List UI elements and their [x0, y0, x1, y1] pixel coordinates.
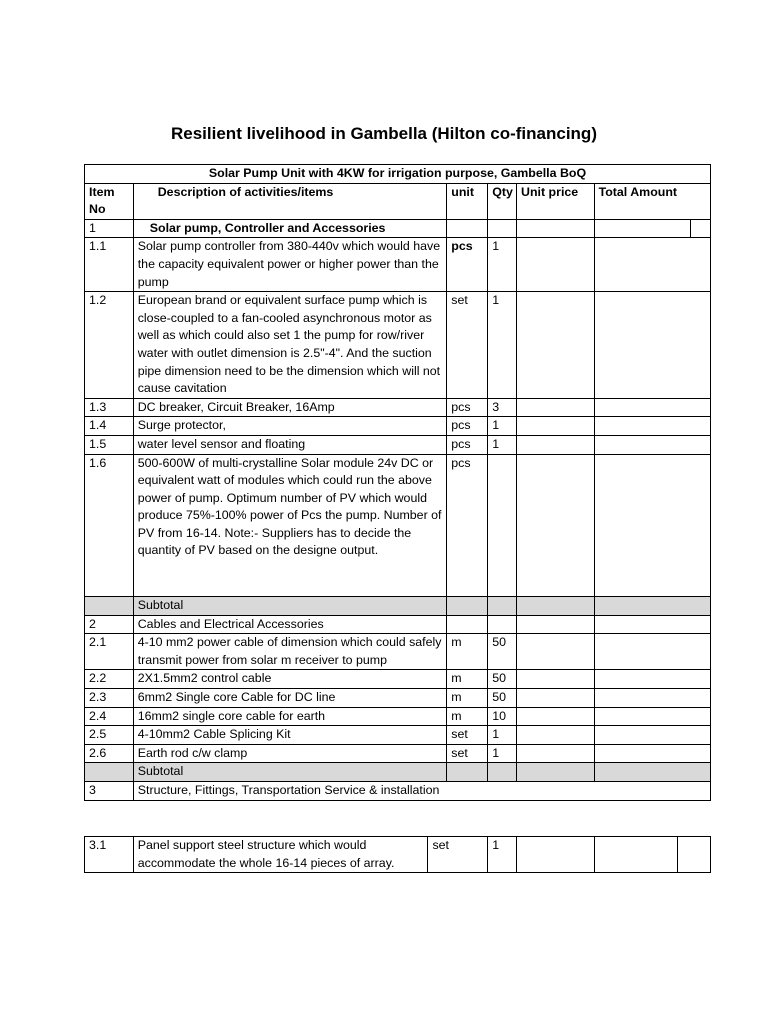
cell-description: 16mm2 single core cable for earth [133, 707, 447, 726]
cell-unit [447, 597, 488, 616]
cell-description: water level sensor and floating [133, 435, 447, 454]
cell-qty: 50 [488, 670, 517, 689]
cell-item: 2.6 [85, 744, 134, 763]
cell-unit [447, 615, 488, 634]
cell-total [594, 454, 710, 597]
cell-qty: 1 [488, 417, 517, 436]
header-total-amount: Total Amount [594, 183, 710, 219]
cell-item: 1.4 [85, 417, 134, 436]
page-title: Resilient livelihood in Gambella (Hilton co-financing) [171, 124, 597, 143]
subtotal-row [85, 597, 711, 616]
cell-qty [488, 454, 517, 597]
cell-qty [488, 219, 517, 238]
cell-item: 2.5 [85, 726, 134, 745]
cell-unit-price [517, 454, 595, 597]
cell-total [594, 689, 710, 708]
cell-description: Panel support steel structure which would accommodate the whole 16-14 pieces of array. [133, 837, 428, 873]
cell-total [594, 634, 710, 670]
cell-qty: 10 [488, 707, 517, 726]
cell-description: Earth rod c/w clamp [133, 744, 447, 763]
cell-description: Solar pump controller from 380-440v which would have the capacity equivalent power or higher power than the pump [133, 238, 447, 292]
cell-total [594, 292, 710, 399]
cell-description: 500-600W of multi-crystalline Solar module 24v DC or equivalent watt of modules which could run the above power of pump. Optimum number of PV which would produce 75%-100% power of Pcs the pump. Number of PV from 16-14. Note:- Suppliers has to decide the quantity of PV based on the designe output. [133, 454, 447, 597]
cell-qty: 1 [488, 292, 517, 399]
cell-unit: set [447, 292, 488, 399]
cell-total [594, 615, 710, 634]
cell-description: Subtotal [133, 763, 447, 782]
cell-description: 2X1.5mm2 control cable [133, 670, 447, 689]
boq-table-continued [84, 836, 711, 873]
table-row [85, 707, 711, 726]
header-unit: unit [447, 183, 488, 219]
cell-unit-price [517, 744, 595, 763]
subtotal-row [85, 763, 711, 782]
cell-unit-price [517, 238, 595, 292]
cell-qty: 50 [488, 689, 517, 708]
cell-description: Subtotal [133, 597, 447, 616]
cell-item: 1 [85, 219, 134, 238]
cell-unit: pcs [447, 454, 488, 597]
cell-unit-price [517, 763, 595, 782]
cell-unit: m [447, 634, 488, 670]
cell-description: 6mm2 Single core Cable for DC line [133, 689, 447, 708]
cell-item: 3 [85, 782, 134, 801]
cell-item [85, 763, 134, 782]
cell-item: 2.2 [85, 670, 134, 689]
table-row [85, 689, 711, 708]
cell-qty [488, 597, 517, 616]
cell-total [594, 398, 710, 417]
cell-qty: 1 [488, 837, 517, 873]
cell-description: Structure, Fittings, Transportation Service & installation [133, 782, 710, 801]
cell-qty: 3 [488, 398, 517, 417]
table-row [85, 219, 711, 238]
cell-total [594, 726, 710, 745]
cell-unit: pcs [447, 435, 488, 454]
cell-item: 1.3 [85, 398, 134, 417]
cell-unit: m [447, 689, 488, 708]
cell-unit-price [517, 597, 595, 616]
cell-item: 1.1 [85, 238, 134, 292]
cell-qty: 1 [488, 744, 517, 763]
table-row [85, 417, 711, 436]
cell-total [594, 763, 710, 782]
cell-unit [447, 763, 488, 782]
table-header-row [85, 183, 711, 219]
table-row [85, 726, 711, 745]
cell-unit-price [517, 670, 595, 689]
cell-unit-price [517, 707, 595, 726]
cell-unit-price [517, 398, 595, 417]
cell-item: 1.2 [85, 292, 134, 399]
cell-unit: m [447, 670, 488, 689]
table-row [85, 744, 711, 763]
cell-item: 2 [85, 615, 134, 634]
table-row [85, 292, 711, 399]
table-row [85, 454, 711, 597]
cell-item: 1.5 [85, 435, 134, 454]
cell-unit-price [517, 417, 595, 436]
cell-total [594, 435, 710, 454]
cell-unit [447, 219, 488, 238]
header-qty: Qty [488, 183, 517, 219]
cell-unit-price [517, 219, 595, 238]
cell-item: 2.1 [85, 634, 134, 670]
cell-unit-price [517, 615, 595, 634]
header-unit-price: Unit price [517, 183, 595, 219]
header-description: Description of activities/items [133, 183, 447, 219]
cell-qty: 50 [488, 634, 517, 670]
boq-table [84, 164, 711, 801]
table-caption: Solar Pump Unit with 4KW for irrigation purpose, Gambella BoQ [85, 165, 711, 184]
cell-description: 4-10mm2 Cable Splicing Kit [133, 726, 447, 745]
table-row [85, 670, 711, 689]
cell-unit-price [517, 689, 595, 708]
cell-total [594, 238, 710, 292]
cell-unit: set [447, 726, 488, 745]
table-row [85, 615, 711, 634]
cell-qty [488, 615, 517, 634]
cell-unit-price [517, 634, 595, 670]
cell-description: Solar pump, Controller and Accessories [133, 219, 447, 238]
cell-total [594, 670, 710, 689]
cell-total [594, 219, 690, 238]
cell-qty: 1 [488, 435, 517, 454]
cell-total [594, 417, 710, 436]
cell-total [594, 707, 710, 726]
cell-unit-price [517, 435, 595, 454]
table-row [85, 782, 711, 801]
cell-total [594, 744, 710, 763]
table-row [85, 435, 711, 454]
cell-item [85, 597, 134, 616]
cell-unit-price [517, 292, 595, 399]
cell-unit: set [428, 837, 488, 873]
cell-item: 3.1 [85, 837, 134, 873]
cell-description: Cables and Electrical Accessories [133, 615, 447, 634]
cell-item: 2.4 [85, 707, 134, 726]
cell-unit-price [517, 726, 595, 745]
cell-extra [690, 219, 710, 238]
table-row [85, 238, 711, 292]
cell-total [594, 837, 677, 873]
cell-item: 2.3 [85, 689, 134, 708]
cell-description: DC breaker, Circuit Breaker, 16Amp [133, 398, 447, 417]
table-row [85, 634, 711, 670]
cell-unit: pcs [447, 398, 488, 417]
cell-description: Surge protector, [133, 417, 447, 436]
cell-total [594, 597, 710, 616]
cell-item: 1.6 [85, 454, 134, 597]
cell-description: European brand or equivalent surface pump which is close-coupled to a fan-cooled asynchronous motor as well as which could also set 1 the pump for row/river water with outlet dimension is 2.5"-4". And the suction pipe dimension need to be the dimension which will not cause cavitation [133, 292, 447, 399]
cell-unit: m [447, 707, 488, 726]
table-row [85, 398, 711, 417]
cell-unit: set [447, 744, 488, 763]
cell-extra [677, 837, 710, 873]
cell-unit-price [517, 837, 595, 873]
cell-qty: 1 [488, 238, 517, 292]
table-caption-row [85, 165, 711, 184]
cell-qty: 1 [488, 726, 517, 745]
table-row [85, 837, 711, 873]
cell-description: 4-10 mm2 power cable of dimension which could safely transmit power from solar m receiver to pump [133, 634, 447, 670]
cell-qty [488, 763, 517, 782]
header-item-no: Item No [85, 183, 134, 219]
cell-unit: pcs [447, 238, 488, 292]
cell-unit: pcs [447, 417, 488, 436]
